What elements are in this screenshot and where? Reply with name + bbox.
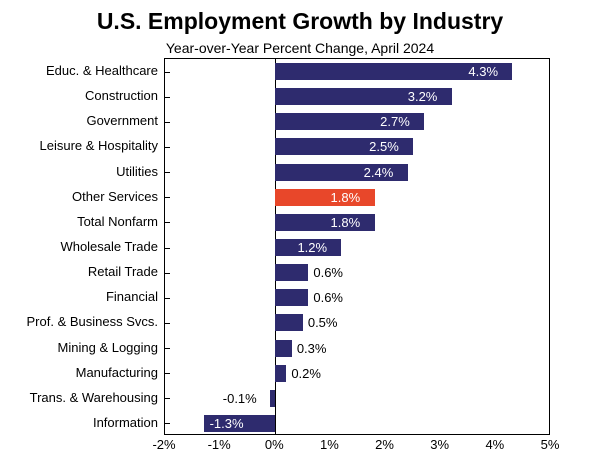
bar-value-label: 0.6%: [313, 265, 343, 281]
y-tick-mark: [165, 97, 170, 98]
bar-value-label: 2.7%: [380, 114, 410, 130]
category-label: Mining & Logging: [57, 339, 158, 355]
plot-area: [164, 58, 550, 435]
bar-value-label: 0.5%: [307, 315, 338, 331]
x-tick-label: -2%: [152, 437, 176, 452]
category-label: Financial: [105, 289, 158, 305]
y-tick-mark: [165, 348, 170, 349]
category-label: Utilities: [116, 163, 158, 179]
bar-value-label: 0.6%: [313, 290, 343, 306]
x-tick-label: 2%: [375, 437, 394, 452]
bar: [275, 314, 303, 331]
y-tick-mark: [165, 172, 170, 173]
y-tick-mark: [165, 398, 170, 399]
y-tick-mark: [165, 323, 170, 324]
bar-value-label: 2.5%: [369, 139, 399, 155]
y-tick-mark: [165, 373, 170, 374]
bar-value-label: 1.8%: [330, 214, 361, 230]
bar-value-label: 3.2%: [407, 89, 438, 105]
chart-title: U.S. Employment Growth by Industry: [96, 8, 504, 34]
category-label: Prof. & Business Svcs.: [26, 314, 158, 330]
category-label: Trans. & Warehousing: [29, 389, 158, 405]
category-axis: [0, 58, 158, 435]
category-label: Construction: [85, 88, 158, 104]
bar-value-label: 1.2%: [297, 240, 328, 255]
y-tick-mark: [165, 222, 170, 223]
bar-value-label: 0.3%: [296, 340, 327, 356]
bar-value-label: 2.4%: [363, 164, 394, 180]
x-tick-label: 5%: [540, 437, 560, 452]
chart-subtitle: Year-over-Year Percent Change, April 2024: [165, 40, 435, 56]
bar: [270, 390, 276, 407]
x-tick-label: -1%: [207, 437, 231, 452]
bar-value-label: 4.3%: [468, 64, 499, 80]
y-tick-mark: [165, 273, 170, 274]
bar: [275, 340, 292, 357]
x-tick-label: 3%: [430, 437, 450, 452]
category-label: Retail Trade: [87, 264, 158, 280]
category-label: Total Nonfarm: [77, 213, 158, 229]
category-label: Manufacturing: [75, 364, 158, 380]
x-tick-label: 4%: [485, 437, 505, 452]
category-label: Leisure & Hospitality: [39, 138, 158, 154]
bar-value-label: -0.1%: [222, 390, 257, 406]
category-label: Wholesale Trade: [60, 239, 158, 254]
bar: [275, 365, 286, 382]
category-label: Other Services: [72, 188, 158, 204]
y-tick-mark: [165, 72, 170, 73]
category-label: Government: [86, 113, 158, 129]
bar: [275, 289, 308, 306]
y-tick-mark: [165, 122, 170, 123]
x-axis-tick-labels: [152, 437, 560, 457]
category-label: Educ. & Healthcare: [45, 63, 158, 79]
y-tick-mark: [165, 423, 170, 424]
y-tick-mark: [165, 147, 170, 148]
x-tick-label: 1%: [320, 437, 339, 452]
bar-value-label: -1.3%: [209, 415, 244, 431]
bar: [275, 264, 308, 281]
y-tick-mark: [165, 298, 170, 299]
bar-value-label: 1.8%: [330, 189, 361, 205]
y-tick-mark: [165, 197, 170, 198]
y-tick-mark: [165, 248, 170, 249]
category-label: Information: [92, 414, 158, 430]
x-tick-label: 0%: [264, 437, 284, 452]
bar-value-label: 0.2%: [291, 365, 321, 381]
